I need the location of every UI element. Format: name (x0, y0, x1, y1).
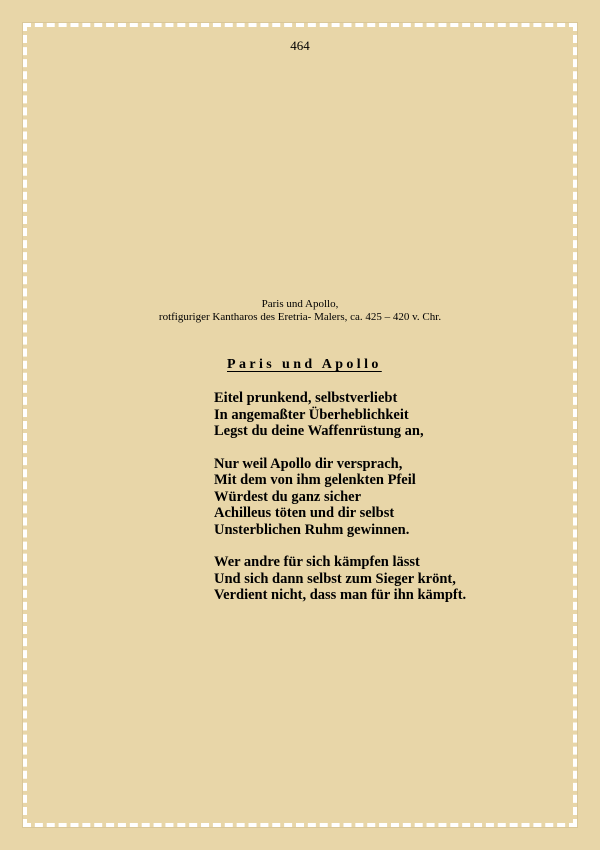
caption-description: rotfiguriger Kantharos des Eretria- Malers, ca. 425 – 420 v. Chr. (158, 311, 442, 323)
stanza-3 (214, 554, 466, 604)
poem-line: Unsterblichen Ruhm gewinnen. (214, 521, 410, 538)
poem-line: Eitel prunkend, selbstverliebt (214, 390, 398, 406)
caption-title: Paris und Apollo, (261, 298, 339, 310)
poem-title: Paris und Apollo (227, 357, 382, 372)
poem-line: Würdest du ganz sicher (214, 488, 362, 505)
poem-line: In angemaßter Überheblichkeit (214, 406, 409, 423)
poem-line: Verdient nicht, dass man für ihn kämpft. (214, 587, 467, 603)
stanza-1 (214, 390, 466, 440)
poem-line: Und sich dann selbst zum Sieger krönt, (214, 570, 456, 587)
poem-body (214, 390, 466, 620)
poem-line: Achilleus töten und dir selbst (214, 505, 395, 521)
poem-line: Nur weil Apollo dir versprach, (214, 455, 403, 472)
poem-line: Wer andre für sich kämpfen lässt (214, 554, 420, 570)
page-number: 464 (290, 38, 310, 53)
poem-line: Mit dem von ihm gelenkten Pfeil (214, 472, 416, 488)
stanza-2 (214, 456, 466, 539)
poem-line: Legst du deine Waffenrüstung an, (214, 423, 424, 439)
image-caption (0, 298, 600, 324)
